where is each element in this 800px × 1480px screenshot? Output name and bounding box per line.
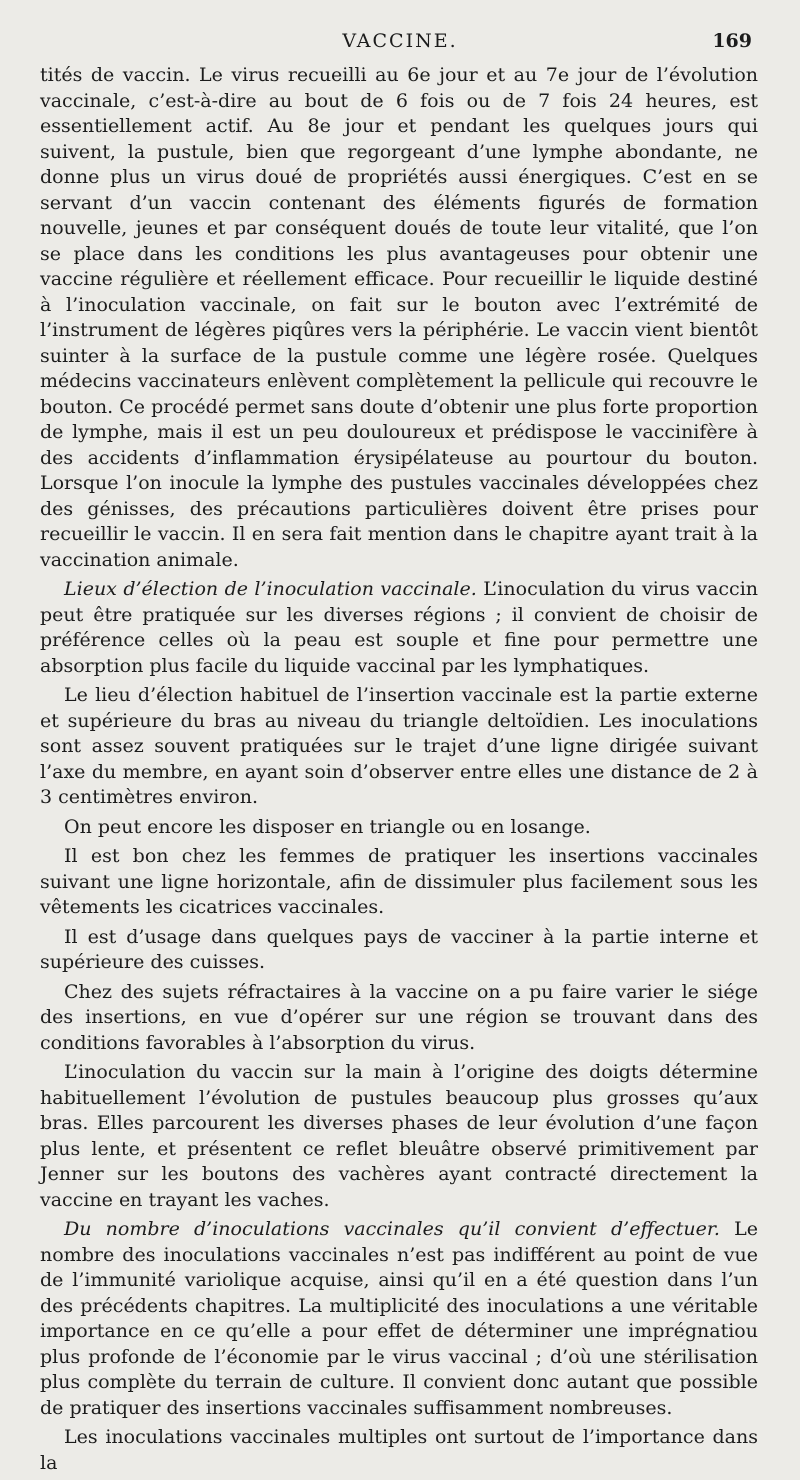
paragraph-text: Le nombre des inoculations vaccinales n’est pas indifférent au point de vue de l’immunité variolique acquise, ainsi qu’il en a été question dans l’un des précédents chapitres. La multiplicité des inoculations a une véritable importance en ce qu’elle a pour effet de déterminer une imprégnatiou plus profonde de l’économie par le virus vaccinal ; d’où une stérilisation plus complète du terrain de culture. Il convient donc autant que possible de pratiquer des insertions vaccinales suffisamment nombreuses. <box>40 1218 758 1419</box>
body-text <box>40 63 758 1480</box>
paragraph: On peut encore les disposer en triangle ou en losange. <box>64 815 591 838</box>
paragraph: Il est bon chez les femmes de pratiquer les insertions vaccinales suivant une ligne horizontale, afin de dissimuler plus facilement sous les vêtements les cicatrices vaccinales. <box>40 845 758 918</box>
paragraph-continued: tités de vaccin. Le virus recueilli au 6e jour et au 7e jour de l’évolution vaccinale, c’est-à-dire au bout de 6 fois ou de 7 fois 24 heures, est essentiellement actif. Au 8e jour et pendant les quelques jours qui suivent, la pustule, bien que regorgeant d’une lymphe abondante, ne donne plus un virus doué de propriétés aussi énergiques. C’est en se servant d’un vaccin contenant des éléments figurés de formation nouvelle, jeunes et par conséquent doués de toute leur vitalité, que l’on se place dans les conditions les plus avantageuses pour obtenir une vaccine régulière et réellement efficace. Pour recueillir le liquide destiné à l’inoculation vaccinale, on fait sur le bouton avec l’extrémité de l’instrument de légères piqûres vers la périphérie. Le vaccin vient bientôt suinter à la surface de la pustule comme une légère rosée. Quelques médecins vaccinateurs enlèvent complètement la pellicule qui recouvre le bouton. Ce procédé permet sans doute d’obtenir une plus forte proportion de lymphe, mais il est un peu douloureux et prédispose le vaccinifère à des accidents d’inflammation érysipélateuse au pourtour du bouton. Lorsque l’on inocule la lymphe des pustules vaccinales développées chez des génisses, des précautions particulières doivent être prises pour recueillir le vaccin. Il en sera fait mention dans le chapitre ayant trait à la vaccination animale. <box>40 64 758 571</box>
section-rubric: Lieux d’élection de l’inoculation vaccinale. <box>64 578 477 600</box>
paragraph: Le lieu d’élection habituel de l’insertion vaccinale est la partie externe et supérieure du bras au niveau du triangle deltoïdien. Les inoculations sont assez souvent pratiquées sur le trajet d’une ligne dirigée suivant l’axe du membre, en ayant soin d’observer entre elles une distance de 2 à 3 centimètres environ. <box>40 684 758 808</box>
running-head: VACCINE. <box>342 30 458 52</box>
paragraph-lieux-election <box>40 577 758 679</box>
paragraph: Il est d’usage dans quelques pays de vacciner à la partie interne et supérieure des cuisses. <box>40 925 758 973</box>
section-rubric: Du nombre d’inoculations vaccinales qu’il convient d’effectuer. <box>64 1218 720 1240</box>
paragraph: Chez des sujets réfractaires à la vaccine on a pu faire varier le siége des insertions, en vue d’opérer sur une région se trouvant dans des conditions favorables à l’absorption du virus. <box>40 980 758 1054</box>
paragraph-text: L’inoculation du virus vaccin peut être pratiquée sur les diverses régions ; il convient de choisir de préférence celles où la peau est souple et fine pour permettre une absorption plus facile du liquide vaccinal par les lymphatiques. <box>40 578 759 677</box>
page-header <box>0 30 800 56</box>
page-number: 169 <box>712 30 752 52</box>
paragraph: L’inoculation du vaccin sur la main à l’origine des doigts détermine habituellement l’évolution de pustules beaucoup plus grosses qu’aux bras. Elles parcourent les diverses phases de leur évolution d’une façon plus lente, et présentent ce reflet bleuâtre observé primitivement par Jenner sur les boutons des vachères ayant contracté directement la vaccine en trayant les vaches. <box>40 1061 758 1211</box>
paragraph-nombre-inoculations <box>40 1217 758 1421</box>
paragraph: Les inoculations vaccinales multiples ont surtout de l’importance dans la <box>40 1426 758 1474</box>
